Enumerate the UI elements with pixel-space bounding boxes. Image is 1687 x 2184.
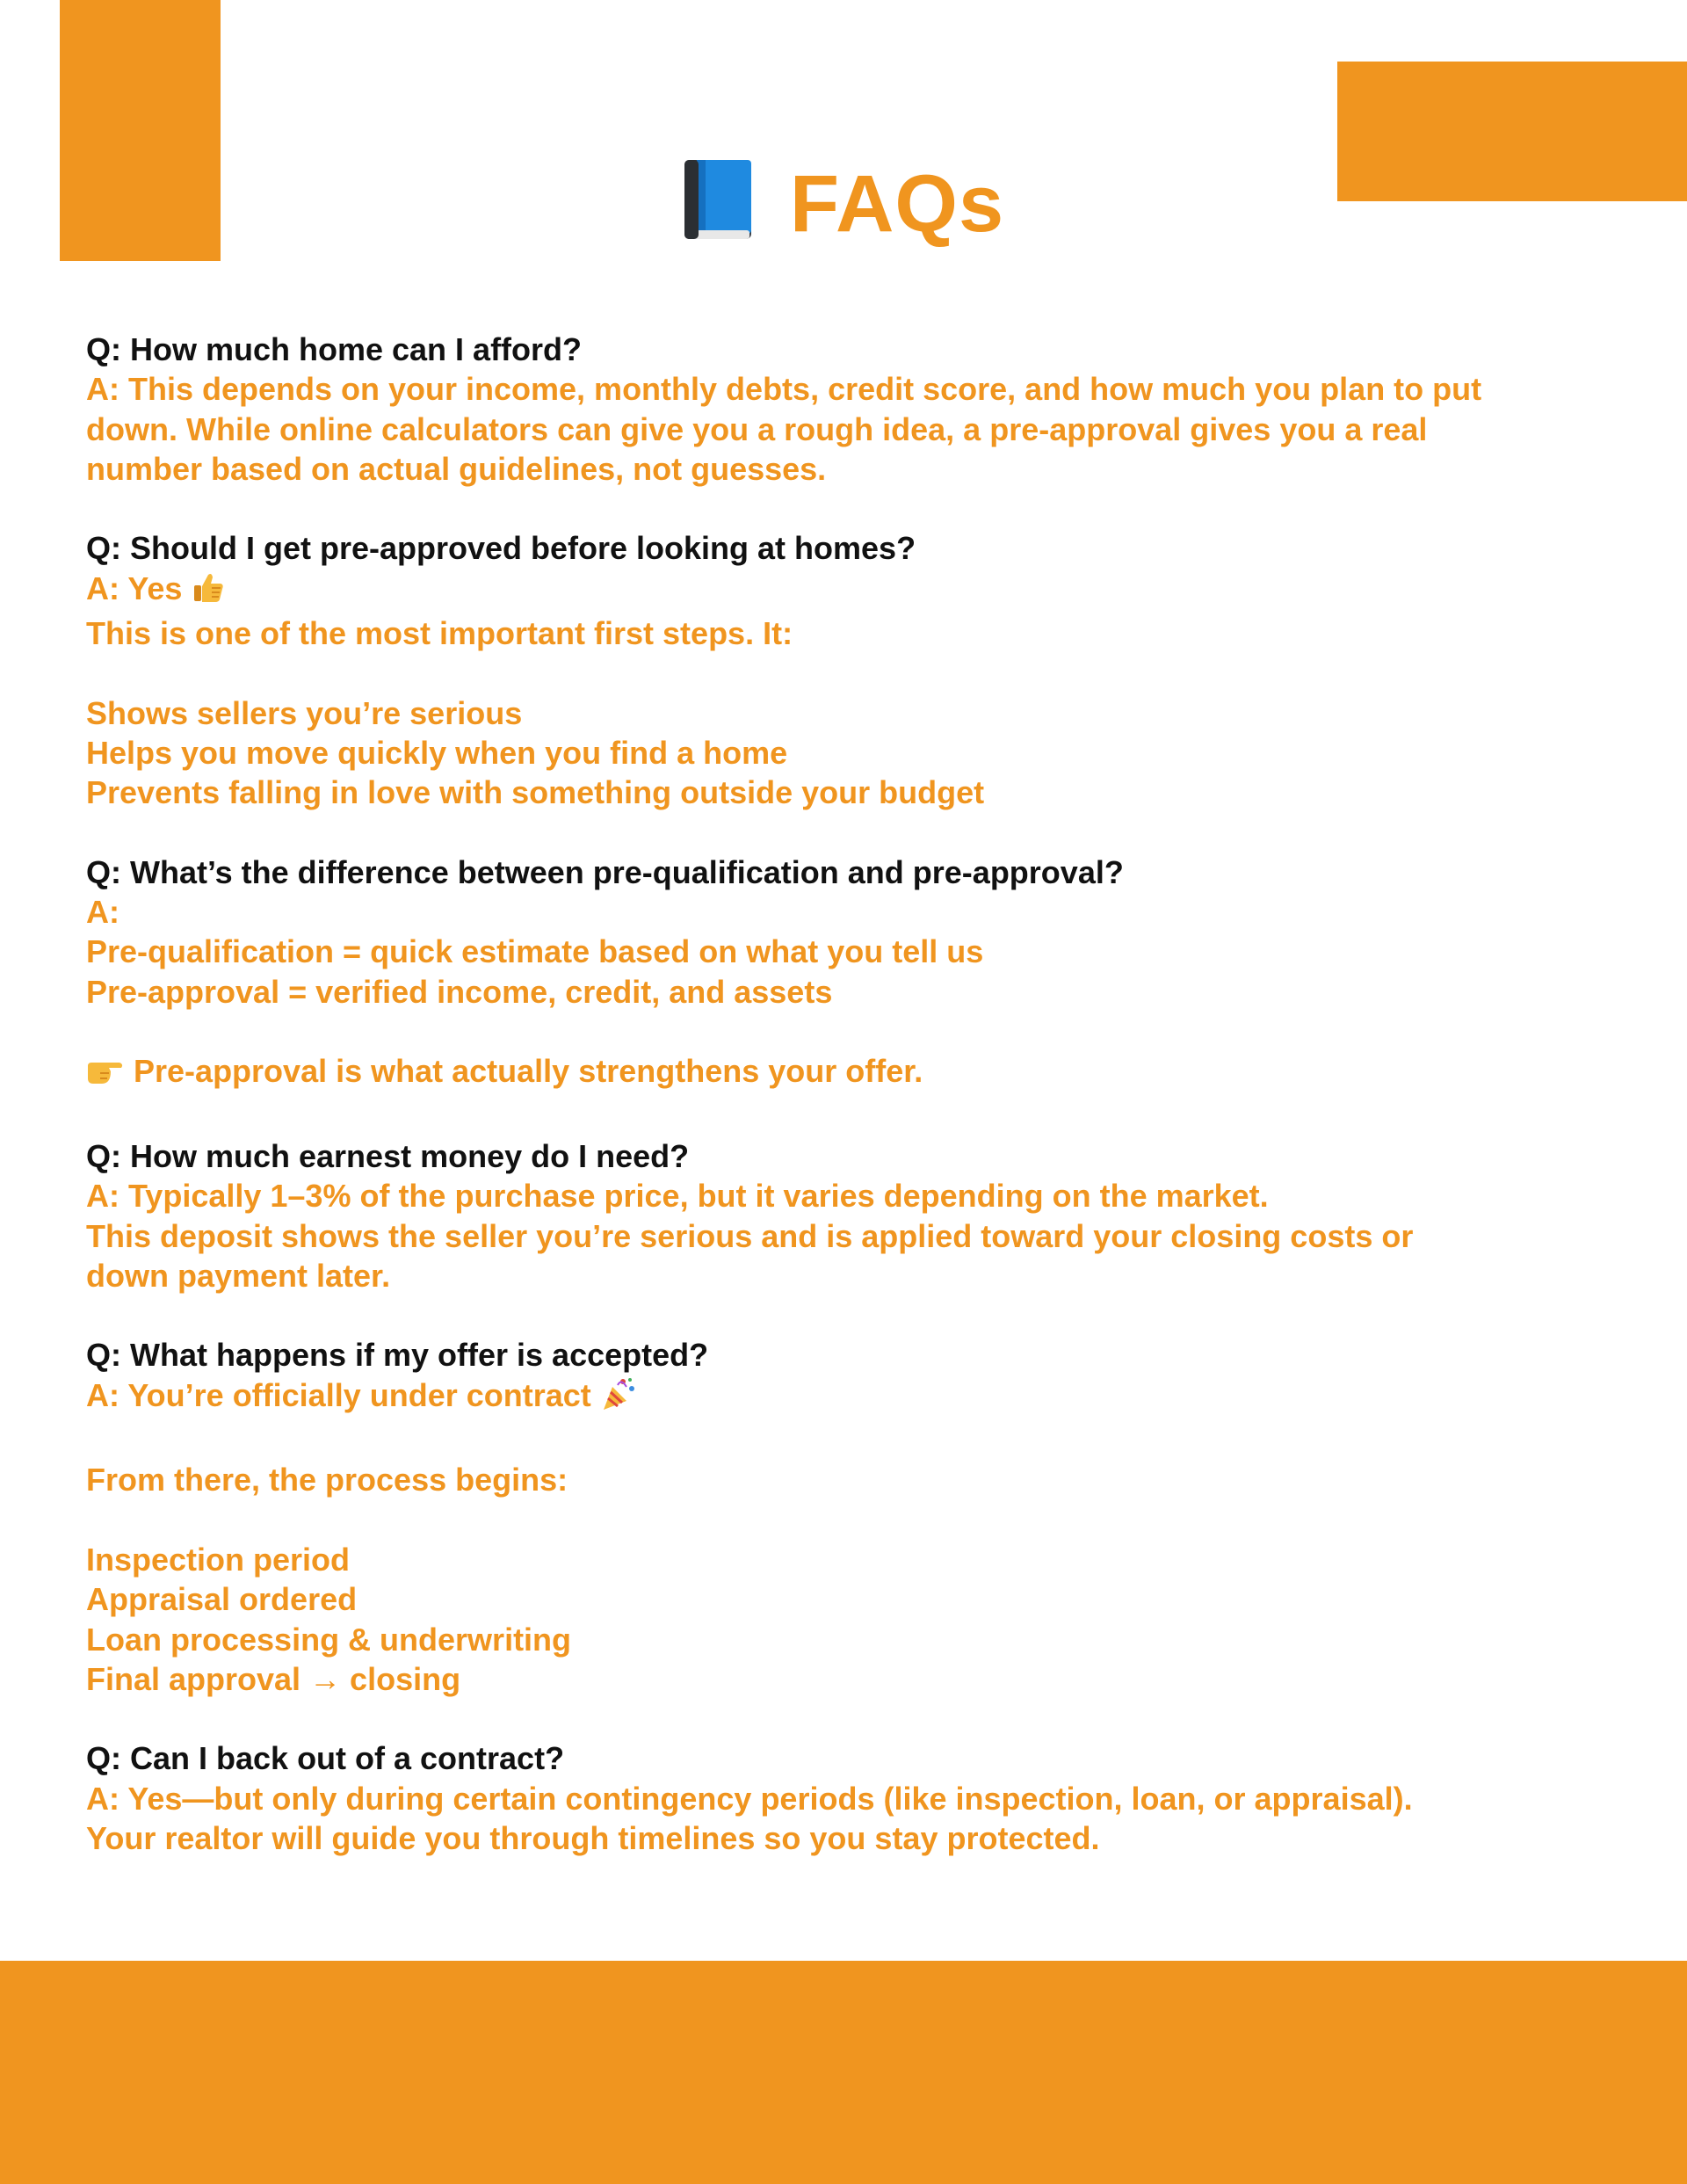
thumbs-up-icon (191, 570, 226, 613)
faq-item (86, 528, 1633, 812)
faq-answer-line: From there, the process begins: (86, 1462, 568, 1498)
faq-question: Q: Should I get pre-approved before looking at homes? (86, 530, 916, 567)
faq-question: Q: What’s the difference between pre-qualification and pre-approval? (86, 853, 1124, 890)
faqs-heading: FAQs (789, 159, 1005, 249)
faq-answer-line: This deposit shows the seller you’re serious and is applied toward your closing costs or (86, 1217, 1414, 1254)
faq-note-text: Pre-approval is what actually strengthens your offer. (134, 1053, 923, 1090)
list-item: Prevents falling in love with something outside your budget (86, 774, 985, 811)
list-item: Appraisal ordered (86, 1581, 358, 1618)
list-item: Pre-approval = verified income, credit, and assets (86, 973, 833, 1010)
faq-answer-line: down payment later. (86, 1257, 391, 1294)
faq-answer-line: A: (86, 894, 119, 931)
list-item: Helps you move quickly when you find a home (86, 734, 788, 771)
faq-list (86, 330, 1633, 1858)
faq-note (86, 1051, 1633, 1096)
faq-answer-line: down. While online calculators can give you a rough idea, a pre-approval gives you a real (86, 410, 1428, 447)
list-item: Shows sellers you’re serious (86, 694, 523, 731)
faq-item (86, 1335, 1633, 1699)
party-popper-icon (600, 1376, 637, 1420)
faq-answer-text: A: Yes (86, 570, 183, 606)
page-title (0, 158, 1687, 272)
faq-item (86, 1738, 1633, 1858)
list-item: Pre-qualification = quick estimate based on what you tell us (86, 933, 984, 970)
faq-answer-line: number based on actual guidelines, not guesses. (86, 450, 827, 487)
decorative-footer-band (0, 1961, 1687, 2184)
faq-answer-line: A: Yes—but only during certain contingency periods (like inspection, loan, or appraisal). (86, 1780, 1413, 1817)
list-item: Inspection period (86, 1541, 351, 1578)
faq-answer-line (86, 1375, 1633, 1420)
faq-answer-line: A: This depends on your income, monthly debts, credit score, and how much you plan to put (86, 371, 1482, 408)
faq-answer-line: A: Typically 1–3% of the purchase price, but it varies depending on the market. (86, 1178, 1269, 1215)
faq-answer-text: A: You’re officially under contract (86, 1376, 591, 1413)
faq-question: Q: How much home can I afford? (86, 331, 583, 367)
faq-answer-line: This is one of the most important first steps. It: (86, 615, 793, 652)
faq-question: Q: What happens if my offer is accepted? (86, 1337, 709, 1374)
list-item: Final approval → closing (86, 1660, 461, 1697)
faq-answer-line: Your realtor will guide you through timelines so you stay protected. (86, 1819, 1100, 1856)
faq-item (86, 853, 1633, 1097)
faq-question: Q: Can I back out of a contract? (86, 1740, 565, 1777)
list-item: Loan processing & underwriting (86, 1621, 572, 1658)
faq-item (86, 330, 1633, 489)
pointing-right-icon (86, 1054, 125, 1096)
faq-item (86, 1136, 1633, 1295)
faq-question: Q: How much earnest money do I need? (86, 1137, 690, 1174)
blue-book-icon (683, 156, 755, 243)
faq-answer-line (86, 569, 1633, 613)
